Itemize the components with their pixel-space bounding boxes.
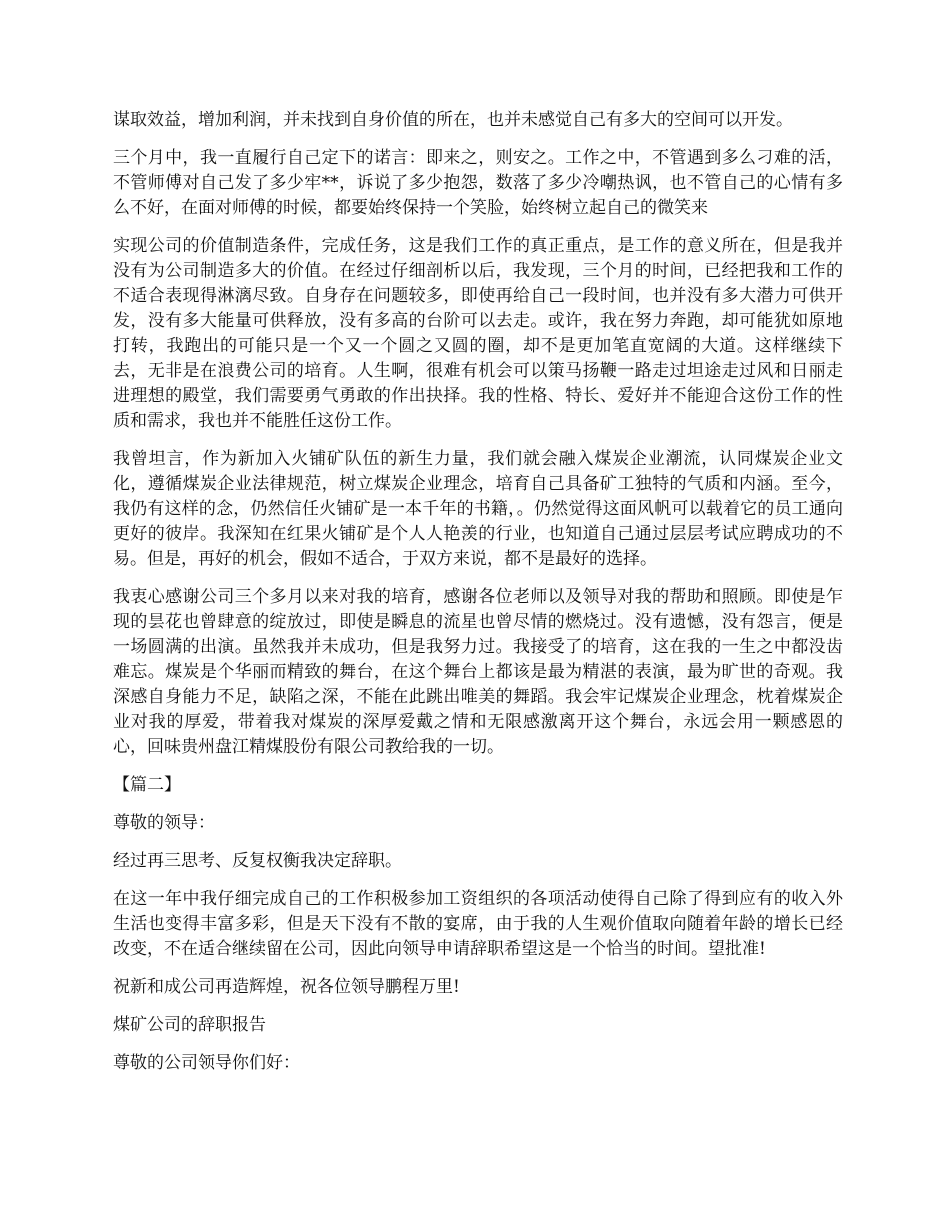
report-title: 煤矿公司的辞职报告 [113,1015,266,1035]
paragraph-decision: 经过再三思考、反复权衡我决定辞职。 [113,851,402,871]
salutation-leader: 尊敬的领导： [113,813,215,833]
paragraph-year-summary: 在这一年中我仔细完成自己的工作积极参加工资组织的各项活动使得自己除了得到应有的收入外生活也变得丰富多彩，但是天下没有不散的宴席，由于我的人生观价值取向随着年龄的增长已经改变，不在适合继续留在公司，因此向领导申请辞职希望这是一个恰当的时间。望批准! [113,889,843,959]
salutation-company-leaders: 尊敬的公司领导你们好： [113,1053,300,1073]
paragraph-three-months: 三个月中，我一直履行自己定下的诺言：即来之，则安之。工作之中，不管遇到多么刁难的活，不管师傅对自己发了多少牢**，诉说了多少抱怨，数落了多少冷嘲热讽，也不管自己的心情有多么不好，在面对师傅的时候，都要始终保持一个笑脸，始终树立起自己的微笑来 [113,148,843,218]
paragraph-coal-culture: 我曾坦言，作为新加入火铺矿队伍的新生力量，我们就会融入煤炭企业潮流，认同煤炭企业文化，遵循煤炭企业法律规范，树立煤炭企业理念，培育自己具备矿工独特的气质和内涵。至今，我仍有这样的念，仍然信任火铺矿是一本千年的书籍，。仍然觉得这面风帆可以载着它的员工通向更好的彼岸。我深知在红果火铺矿是个人人艳羡的行业，也知道自己通过层层考试应聘成功的不易。但是，再好的机会，假如不适合，于双方来说，都不是最好的选择。 [113,449,843,569]
paragraph-company-value: 实现公司的价值制造条件，完成任务，这是我们工作的真正重点，是工作的意义所在，但是我并没有为公司制造多大的价值。在经过仔细剖析以后，我发现，三个月的时间，已经把我和工作的不适合表现得淋漓尽致。自身存在问题较多，即使再给自己一段时间，也并没有多大潜力可供开发，没有多大能量可供释放，没有多高的台阶可以去走。或许，我在努力奔跑，却可能犹如原地打转，我跑出的可能只是一个又一个圆之又圆的圈，却不是更加笔直宽阔的大道。这样继续下去，无非是在浪费公司的培育。人生啊，很难有机会可以策马扬鞭一路走过坦途走过风和日丽走进理想的殿堂，我们需要勇气勇敢的作出抉择。我的性格、特长、爱好并不能迎合这份工作的性质和需求，我也并不能胜任这份工作。 [113,236,843,431]
document-page [113,108,843,1089]
paragraph-gratitude: 我衷心感谢公司三个多月以来对我的培育，感谢各位老师以及领导对我的帮助和照顾。即使是乍现的昙花也曾肆意的绽放过，即使是瞬息的流星也曾尽情的燃烧过。没有遗憾，没有怨言，便是一场圆满的出演。虽然我并未成功，但是我努力过。我接受了的培育，这在我的一生之中都没齿难忘。煤炭是个华丽而精致的舞台，在这个舞台上都该是最为精湛的表演，最为旷世的奇观。我深感自身能力不足，缺陷之深，不能在此跳出唯美的舞蹈。我会牢记煤炭企业理念，枕着煤炭企业对我的厚爱，带着我对煤炭的深厚爱戴之情和无限感激离开这个舞台，永远会用一颗感恩的心，回味贵州盘江精煤股份有限公司教给我的一切。 [113,587,843,757]
paragraph-intro-continuation: 谋取效益，增加利润，并未找到自身价值的所在，也并未感觉自己有多大的空间可以开发。 [113,110,793,130]
section-heading-part-two: 【篇二】 [113,775,181,795]
paragraph-wishes: 祝新和成公司再造辉煌，祝各位领导鹏程万里! [113,977,460,997]
